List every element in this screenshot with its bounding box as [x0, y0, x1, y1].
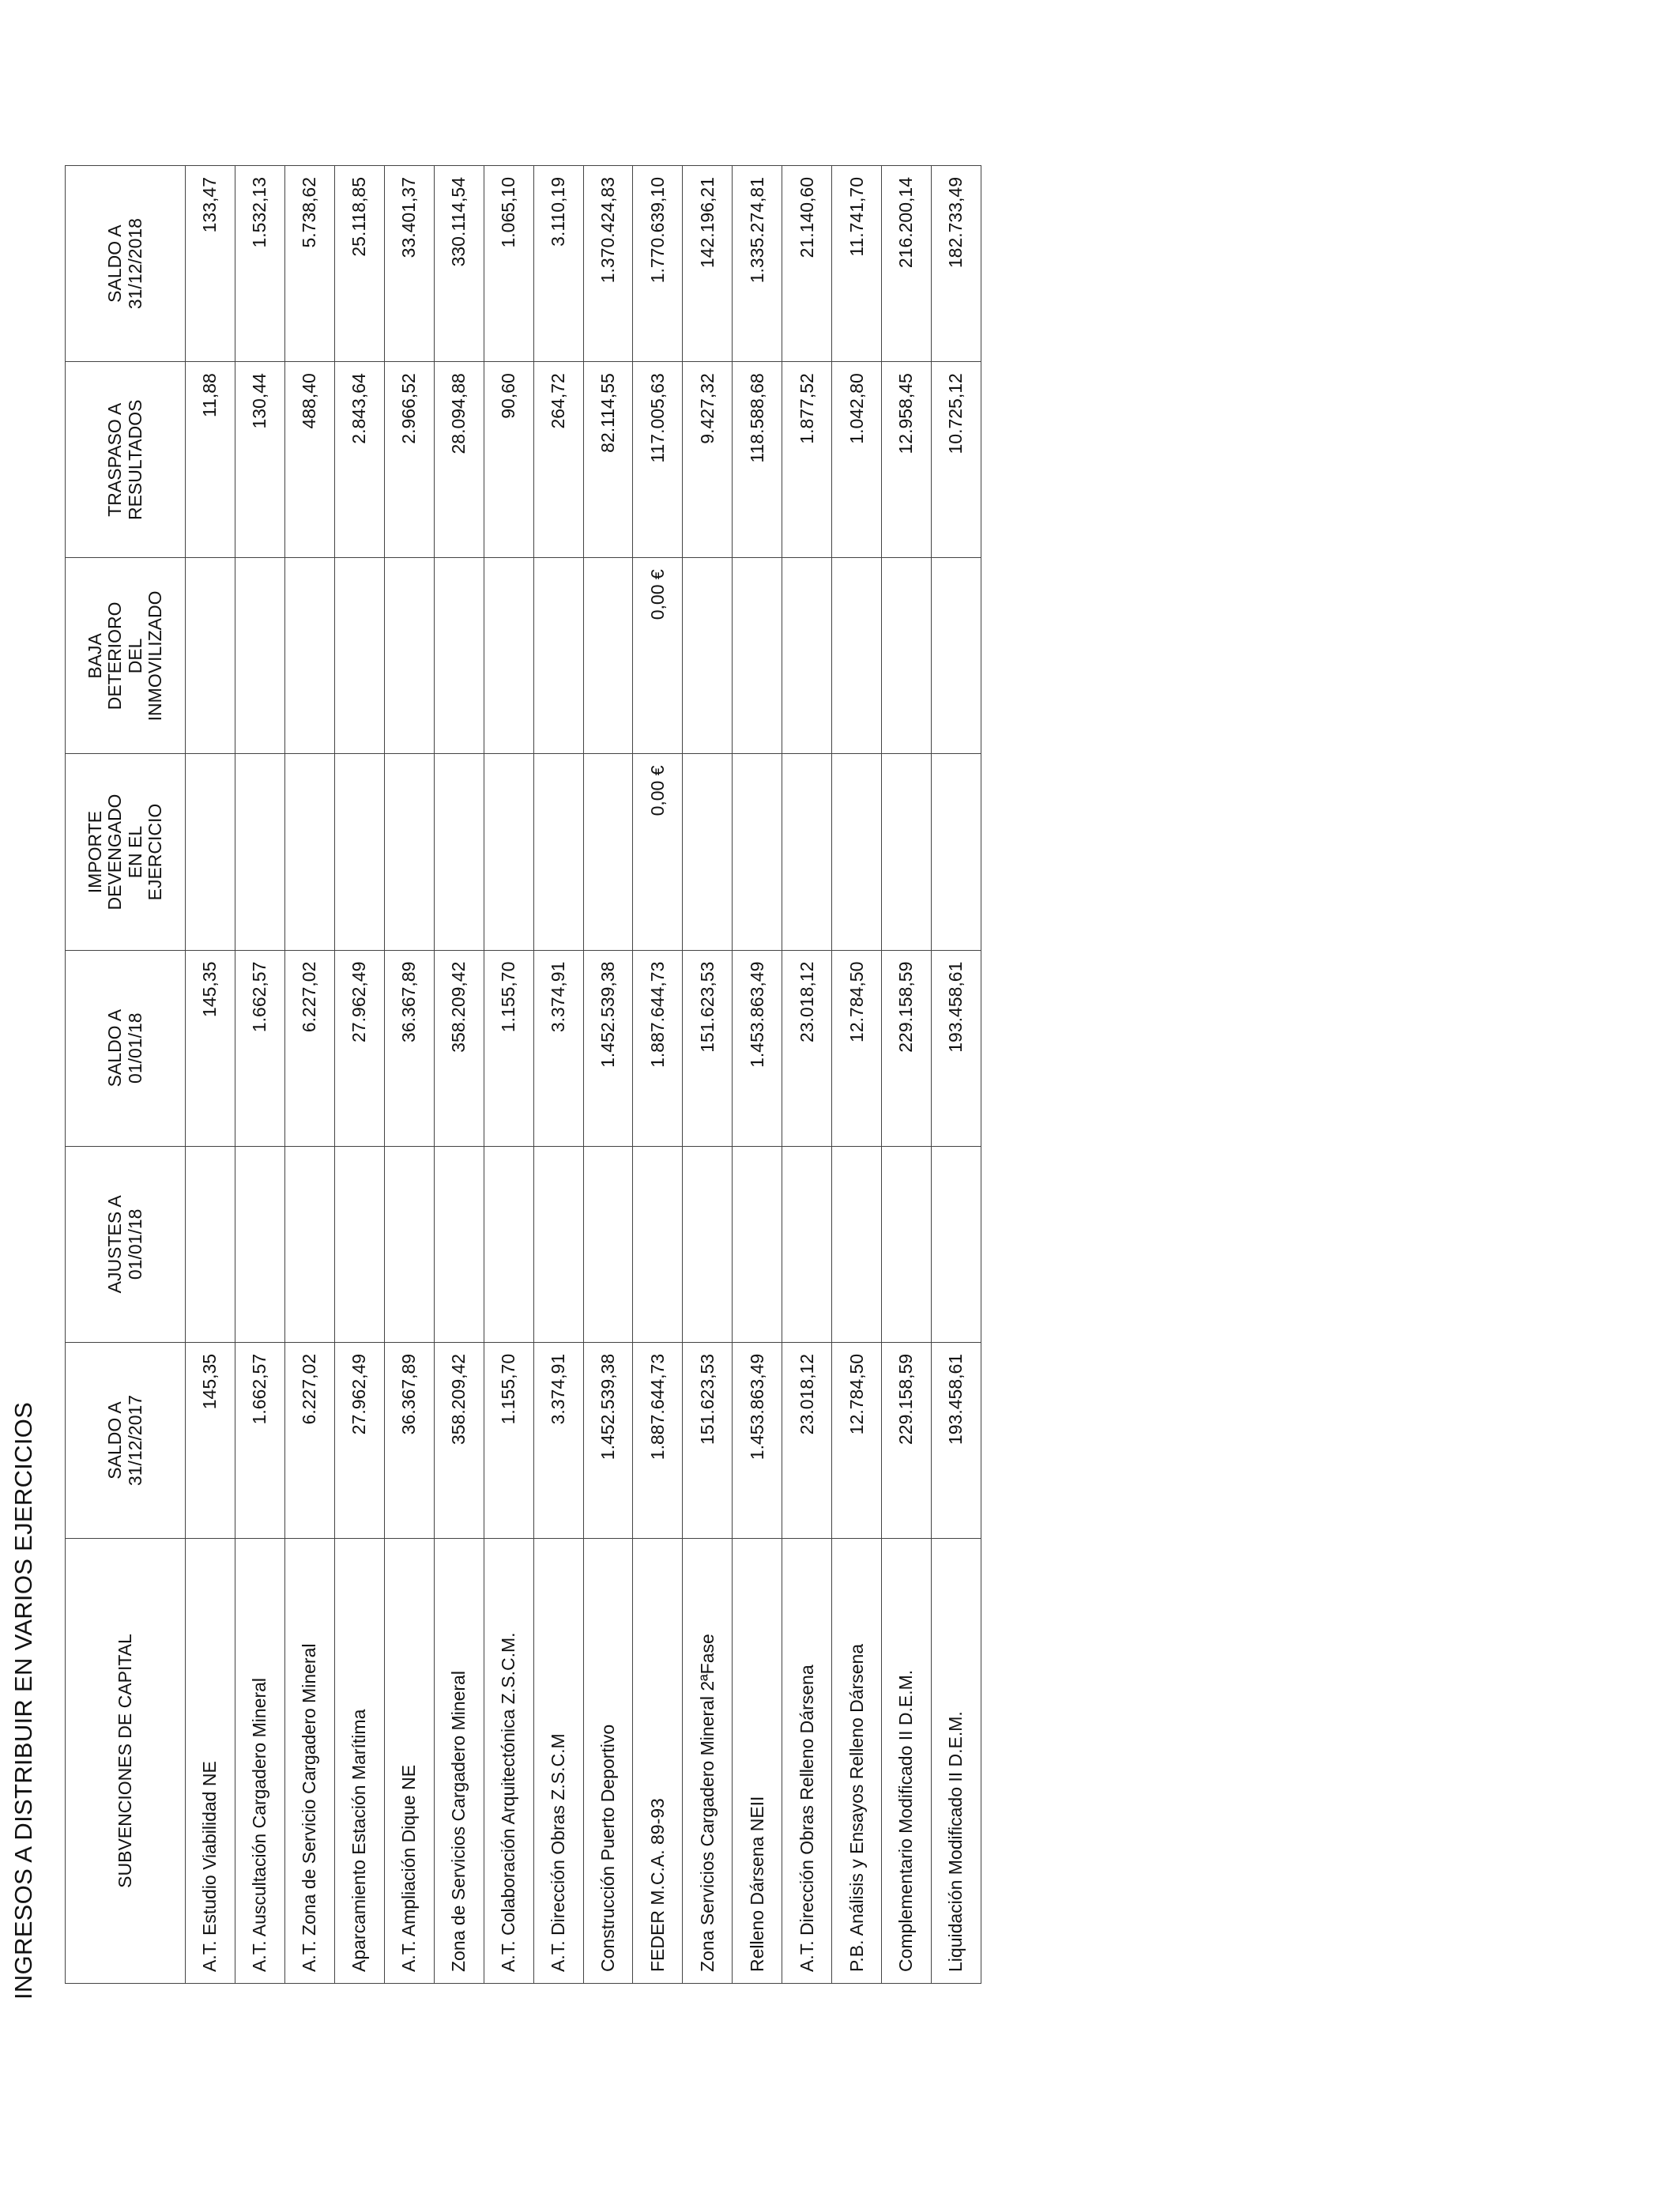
- row-concept: Construcción Puerto Deportivo: [583, 1539, 633, 1984]
- cell-saldo-2017: 6.227,02: [284, 1342, 334, 1538]
- table-body: [186, 166, 981, 1984]
- cell-saldo-2017: 358.209,42: [434, 1342, 484, 1538]
- cell-baja-deterioro: [782, 558, 832, 754]
- cell-ajustes: [484, 1146, 533, 1342]
- table-row: [533, 166, 583, 1984]
- cell-ajustes: [633, 1146, 683, 1342]
- table-row: [882, 166, 932, 1984]
- cell-importe-devengado: [284, 754, 334, 950]
- cell-importe-devengado: [533, 754, 583, 950]
- cell-saldo-2018: 1.335.274,81: [733, 166, 782, 362]
- cell-saldo-2018: 216.200,14: [882, 166, 932, 362]
- column-header-ajustes: AJUSTES A 01/01/18: [66, 1146, 186, 1342]
- cell-ajustes: [932, 1146, 981, 1342]
- table-row: [434, 166, 484, 1984]
- cell-saldo-0101: 193.458,61: [932, 950, 981, 1146]
- cell-baja-deterioro: [434, 558, 484, 754]
- cell-saldo-2018: 3.110,19: [533, 166, 583, 362]
- cell-saldo-0101: 1.155,70: [484, 950, 533, 1146]
- cell-traspaso: 130,44: [235, 362, 284, 558]
- cell-saldo-0101: 145,35: [186, 950, 235, 1146]
- row-concept: Relleno Dársena NEII: [733, 1539, 782, 1984]
- cell-saldo-2017: 1.453.863,49: [733, 1342, 782, 1538]
- cell-saldo-2018: 142.196,21: [683, 166, 733, 362]
- row-concept: A.T. Dirección Obras Z.S.C.M: [533, 1539, 583, 1984]
- cell-saldo-2018: 133,47: [186, 166, 235, 362]
- cell-saldo-2017: 1.662,57: [235, 1342, 284, 1538]
- cell-saldo-2018: 11.741,70: [832, 166, 882, 362]
- cell-traspaso: 488,40: [284, 362, 334, 558]
- row-concept: Zona Servicios Cargadero Mineral 2ªFase: [683, 1539, 733, 1984]
- table-row: [683, 166, 733, 1984]
- cell-baja-deterioro: [186, 558, 235, 754]
- cell-traspaso: 1.042,80: [832, 362, 882, 558]
- cell-ajustes: [733, 1146, 782, 1342]
- cell-baja-deterioro: [832, 558, 882, 754]
- cell-importe-devengado: [782, 754, 832, 950]
- column-header-baja-deterioro: BAJA DETERIORO DEL INMOVILIZADO: [66, 558, 186, 754]
- cell-traspaso: 264,72: [533, 362, 583, 558]
- cell-saldo-0101: 6.227,02: [284, 950, 334, 1146]
- table-row: [284, 166, 334, 1984]
- cell-importe-devengado: [832, 754, 882, 950]
- table-row: [832, 166, 882, 1984]
- column-header-importe-devengado: IMPORTE DEVENGADO EN EL EJERCICIO: [66, 754, 186, 950]
- cell-saldo-2017: 151.623,53: [683, 1342, 733, 1538]
- cell-baja-deterioro: [583, 558, 633, 754]
- cell-saldo-2018: 21.140,60: [782, 166, 832, 362]
- cell-saldo-2017: 193.458,61: [932, 1342, 981, 1538]
- cell-saldo-2018: 25.118,85: [334, 166, 384, 362]
- cell-saldo-0101: 1.887.644,73: [633, 950, 683, 1146]
- table-header-row: [66, 166, 186, 1984]
- table-row: [235, 166, 284, 1984]
- column-header-saldo-2018: SALDO A 31/12/2018: [66, 166, 186, 362]
- cell-saldo-2017: 3.374,91: [533, 1342, 583, 1538]
- cell-saldo-2017: 36.367,89: [384, 1342, 434, 1538]
- cell-importe-devengado: 0,00 €: [633, 754, 683, 950]
- cell-ajustes: [832, 1146, 882, 1342]
- cell-saldo-2017: 1.155,70: [484, 1342, 533, 1538]
- cell-importe-devengado: [733, 754, 782, 950]
- cell-traspaso: 117.005,63: [633, 362, 683, 558]
- cell-ajustes: [384, 1146, 434, 1342]
- cell-saldo-2018: 1.065,10: [484, 166, 533, 362]
- cell-saldo-2017: 27.962,49: [334, 1342, 384, 1538]
- subvenciones-table: [65, 165, 981, 1984]
- row-concept: Complementario Modificado II D.E.M.: [882, 1539, 932, 1984]
- cell-saldo-2017: 23.018,12: [782, 1342, 832, 1538]
- cell-saldo-0101: 36.367,89: [384, 950, 434, 1146]
- cell-saldo-2018: 1.370.424,83: [583, 166, 633, 362]
- row-concept: A.T. Colaboración Arquitectónica Z.S.C.M.: [484, 1539, 533, 1984]
- cell-saldo-0101: 12.784,50: [832, 950, 882, 1146]
- cell-ajustes: [434, 1146, 484, 1342]
- cell-baja-deterioro: 0,00 €: [633, 558, 683, 754]
- cell-traspaso: 2.966,52: [384, 362, 434, 558]
- row-concept: P.B. Análisis y Ensayos Relleno Dársena: [832, 1539, 882, 1984]
- cell-ajustes: [284, 1146, 334, 1342]
- cell-baja-deterioro: [235, 558, 284, 754]
- row-concept: A.T. Estudio Viabilidad NE: [186, 1539, 235, 1984]
- row-concept: A.T. Auscultación Cargadero Mineral: [235, 1539, 284, 1984]
- cell-ajustes: [882, 1146, 932, 1342]
- cell-saldo-0101: 27.962,49: [334, 950, 384, 1146]
- cell-saldo-2018: 182.733,49: [932, 166, 981, 362]
- row-concept: A.T. Dirección Obras Relleno Dársena: [782, 1539, 832, 1984]
- cell-saldo-0101: 1.662,57: [235, 950, 284, 1146]
- cell-saldo-2017: 1.452.539,38: [583, 1342, 633, 1538]
- column-header-saldo-0101: SALDO A 01/01/18: [66, 950, 186, 1146]
- cell-saldo-2017: 1.887.644,73: [633, 1342, 683, 1538]
- cell-saldo-2018: 330.114,54: [434, 166, 484, 362]
- cell-saldo-0101: 229.158,59: [882, 950, 932, 1146]
- cell-traspaso: 11,88: [186, 362, 235, 558]
- cell-saldo-2018: 33.401,37: [384, 166, 434, 362]
- cell-baja-deterioro: [683, 558, 733, 754]
- row-concept: Aparcamiento Estación Marítima: [334, 1539, 384, 1984]
- cell-ajustes: [235, 1146, 284, 1342]
- cell-ajustes: [782, 1146, 832, 1342]
- cell-traspaso: 28.094,88: [434, 362, 484, 558]
- cell-importe-devengado: [683, 754, 733, 950]
- cell-baja-deterioro: [882, 558, 932, 754]
- row-concept: Zona de Servicios Cargadero Mineral: [434, 1539, 484, 1984]
- table-row: [186, 166, 235, 1984]
- column-header-traspaso: TRASPASO A RESULTADOS: [66, 362, 186, 558]
- cell-baja-deterioro: [384, 558, 434, 754]
- cell-baja-deterioro: [533, 558, 583, 754]
- column-header-subvenciones: SUBVENCIONES DE CAPITAL: [66, 1539, 186, 1984]
- cell-saldo-0101: 3.374,91: [533, 950, 583, 1146]
- table-row: [633, 166, 683, 1984]
- cell-baja-deterioro: [484, 558, 533, 754]
- cell-saldo-0101: 151.623,53: [683, 950, 733, 1146]
- cell-importe-devengado: [186, 754, 235, 950]
- row-concept: A.T. Ampliación Dique NE: [384, 1539, 434, 1984]
- cell-importe-devengado: [384, 754, 434, 950]
- table-row: [484, 166, 533, 1984]
- cell-saldo-2018: 1.532,13: [235, 166, 284, 362]
- cell-ajustes: [334, 1146, 384, 1342]
- cell-saldo-2018: 1.770.639,10: [633, 166, 683, 362]
- cell-traspaso: 82.114,55: [583, 362, 633, 558]
- table-row: [782, 166, 832, 1984]
- cell-traspaso: 118.588,68: [733, 362, 782, 558]
- table-row: [932, 166, 981, 1984]
- table-row: [334, 166, 384, 1984]
- cell-saldo-2017: 145,35: [186, 1342, 235, 1538]
- cell-saldo-0101: 358.209,42: [434, 950, 484, 1146]
- table-row: [384, 166, 434, 1984]
- row-concept: A.T. Zona de Servicio Cargadero Mineral: [284, 1539, 334, 1984]
- cell-saldo-2018: 5.738,62: [284, 166, 334, 362]
- cell-traspaso: 2.843,64: [334, 362, 384, 558]
- cell-traspaso: 90,60: [484, 362, 533, 558]
- cell-saldo-2017: 12.784,50: [832, 1342, 882, 1538]
- cell-traspaso: 9.427,32: [683, 362, 733, 558]
- column-header-saldo-2017: SALDO A 31/12/2017: [66, 1342, 186, 1538]
- cell-saldo-0101: 1.452.539,38: [583, 950, 633, 1146]
- cell-importe-devengado: [235, 754, 284, 950]
- cell-ajustes: [583, 1146, 633, 1342]
- cell-baja-deterioro: [932, 558, 981, 754]
- cell-saldo-0101: 1.453.863,49: [733, 950, 782, 1146]
- cell-traspaso: 10.725,12: [932, 362, 981, 558]
- cell-saldo-2017: 229.158,59: [882, 1342, 932, 1538]
- cell-importe-devengado: [882, 754, 932, 950]
- cell-ajustes: [683, 1146, 733, 1342]
- row-concept: FEDER M.C.A. 89-93: [633, 1539, 683, 1984]
- row-concept: Liquidación Modificado II D.E.M.: [932, 1539, 981, 1984]
- cell-baja-deterioro: [733, 558, 782, 754]
- cell-traspaso: 12.958,45: [882, 362, 932, 558]
- cell-saldo-0101: 23.018,12: [782, 950, 832, 1146]
- cell-importe-devengado: [434, 754, 484, 950]
- document-title: INGRESOS A DISTRIBUIR EN VARIOS EJERCICIOS: [9, 1401, 37, 2000]
- cell-importe-devengado: [583, 754, 633, 950]
- cell-importe-devengado: [932, 754, 981, 950]
- cell-baja-deterioro: [284, 558, 334, 754]
- cell-ajustes: [533, 1146, 583, 1342]
- cell-ajustes: [186, 1146, 235, 1342]
- table-row: [733, 166, 782, 1984]
- cell-importe-devengado: [484, 754, 533, 950]
- cell-traspaso: 1.877,52: [782, 362, 832, 558]
- cell-importe-devengado: [334, 754, 384, 950]
- table-row: [583, 166, 633, 1984]
- cell-baja-deterioro: [334, 558, 384, 754]
